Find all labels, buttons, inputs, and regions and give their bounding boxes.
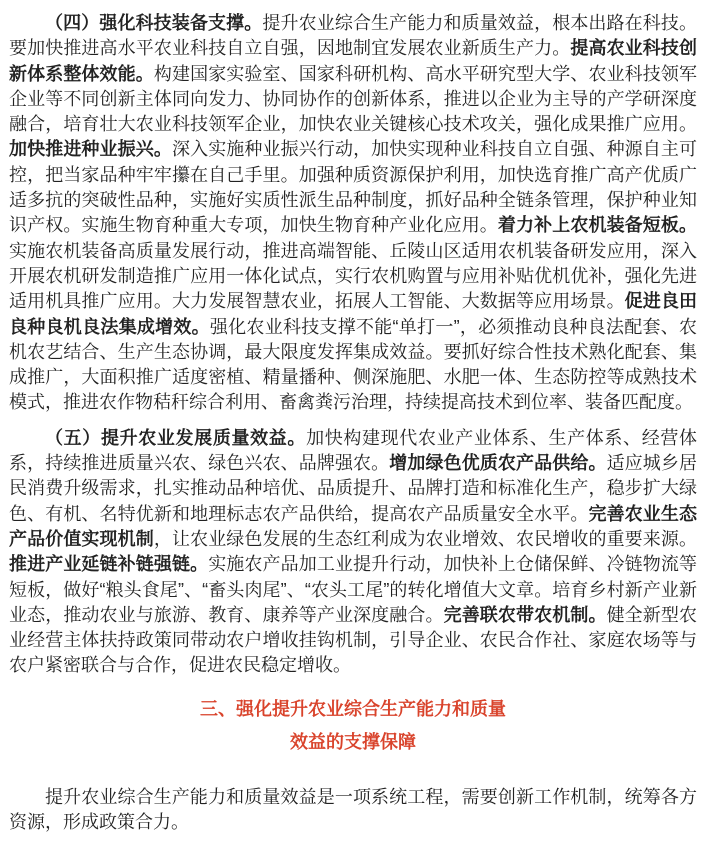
bold-phrase: 增加绿色优质农产品供给。 xyxy=(389,453,607,474)
text-run: ，让农业绿色发展的生态红利成为农业增效、农民增收的重要来源。 xyxy=(153,528,698,549)
bold-phrase: 着力补上农机装备短板。 xyxy=(497,215,698,236)
text-run: 构建国家实验室、国家科研机构、高水平研究型大学、农业科技领军企业等不同创新主体同向发力、协同协作的创新体系，推进以企业为主导的产学研深度融合，培育壮大农业科技领军企业，加快农业关键核心技术攻关，强化成果推广应用。 xyxy=(9,63,698,135)
text-run: 适应城乡居民消费升级需求，扎实推动品种培优、品质提升、品牌打造和标准化生产，稳步扩大绿色、有机、名特优新和地理标志农产品供给，提高农产品质量安全水平。 xyxy=(9,453,698,524)
text-run: 提升农业综合生产能力和质量效益，根本出路在科技。要加快推进高水平农业科技自立自强，因地制宜发展农业新质生产力。 xyxy=(9,13,698,59)
bold-phrase: 推进产业延链补链强链。 xyxy=(9,554,209,575)
bold-phrase: 提高农业科技创新体系整体效能。 xyxy=(9,38,698,84)
text-run: 实施农产品加工业提升行动，加快补上仓储保鲜、冷链物流等短板，做好“粮头食尾”、“畜头肉尾”、“农头工尾”的转化增值大文章。培育乡村新产业新业态，推动农业与旅游、教育、康养等产业深度融合。 xyxy=(9,554,698,625)
bold-phrase: 完善农业生态产品价值实现机制 xyxy=(9,503,698,549)
section-heading xyxy=(9,693,697,759)
bold-phrase: 促进良田良种良机良法集成增效。 xyxy=(9,291,697,337)
section-heading-line-1: 三、强化提升农业综合生产能力和质量 xyxy=(200,698,506,719)
closing-paragraph xyxy=(9,785,697,836)
text-run: 健全新型农业经营主体扶持政策同带动农户增收挂钩机制，引导企业、农民合作社、家庭农场等与农户紧密联合与合作，促进农民稳定增收。 xyxy=(9,604,698,676)
text-run: 实施农机装备高质量发展行动，推进高端智能、丘陵山区适用农机装备研发应用，深入开展农机研发制造推广应用一体化试点，实行农机购置与应用补贴优机优补，强化先进适用机具推广应用。大力发展智慧农业，拓展人工智能、大数据等应用场景。 xyxy=(9,240,697,312)
paragraph-section-4 xyxy=(9,11,697,416)
text-run: 提升农业综合生产能力和质量效益是一项系统工程，需要创新工作机制，统筹各方资源，形成政策合力。 xyxy=(9,786,697,833)
paragraph-section-5 xyxy=(9,426,697,679)
text-run: 深入实施种业振兴行动，加快实现种业科技自立自强、种源自主可控，把当家品种牢牢攥在自己手里。加强种质资源保护利用，加快选育推广高产优质广适多抗的突破性品种，实施好实质性派生品种制度，抓好品种全链条管理，保护种业知识产权。实施生物育种重大专项，加快生物育种产业化应用。 xyxy=(9,139,698,236)
section-heading-line-2: 效益的支撑保障 xyxy=(290,731,416,752)
text-run: 加快构建现代农业产业体系、生产体系、经营体系，持续推进质量兴农、绿色兴农、品牌强农。 xyxy=(9,427,698,474)
bold-phrase: （五）提升农业发展质量效益。 xyxy=(45,427,307,448)
bold-phrase: （四）强化科技装备支撑。 xyxy=(45,13,263,33)
bold-phrase: 加快推进种业振兴。 xyxy=(9,139,172,160)
text-run: 强化农业科技支撑不能“单打一”，必须推动良种良法配套、农机农艺结合、生产生态协调，最大限度发挥集成效益。要抓好综合性技术熟化配套、集成推广，大面积推广适度密植、精量播种、侧深施肥、水肥一体、生态防控等成熟技术模式，推进农作物秸秆综合利用、畜禽粪污治理，持续提高技术到位率、装备匹配度。 xyxy=(9,316,697,413)
bold-phrase: 完善联农带农机制。 xyxy=(443,604,607,625)
